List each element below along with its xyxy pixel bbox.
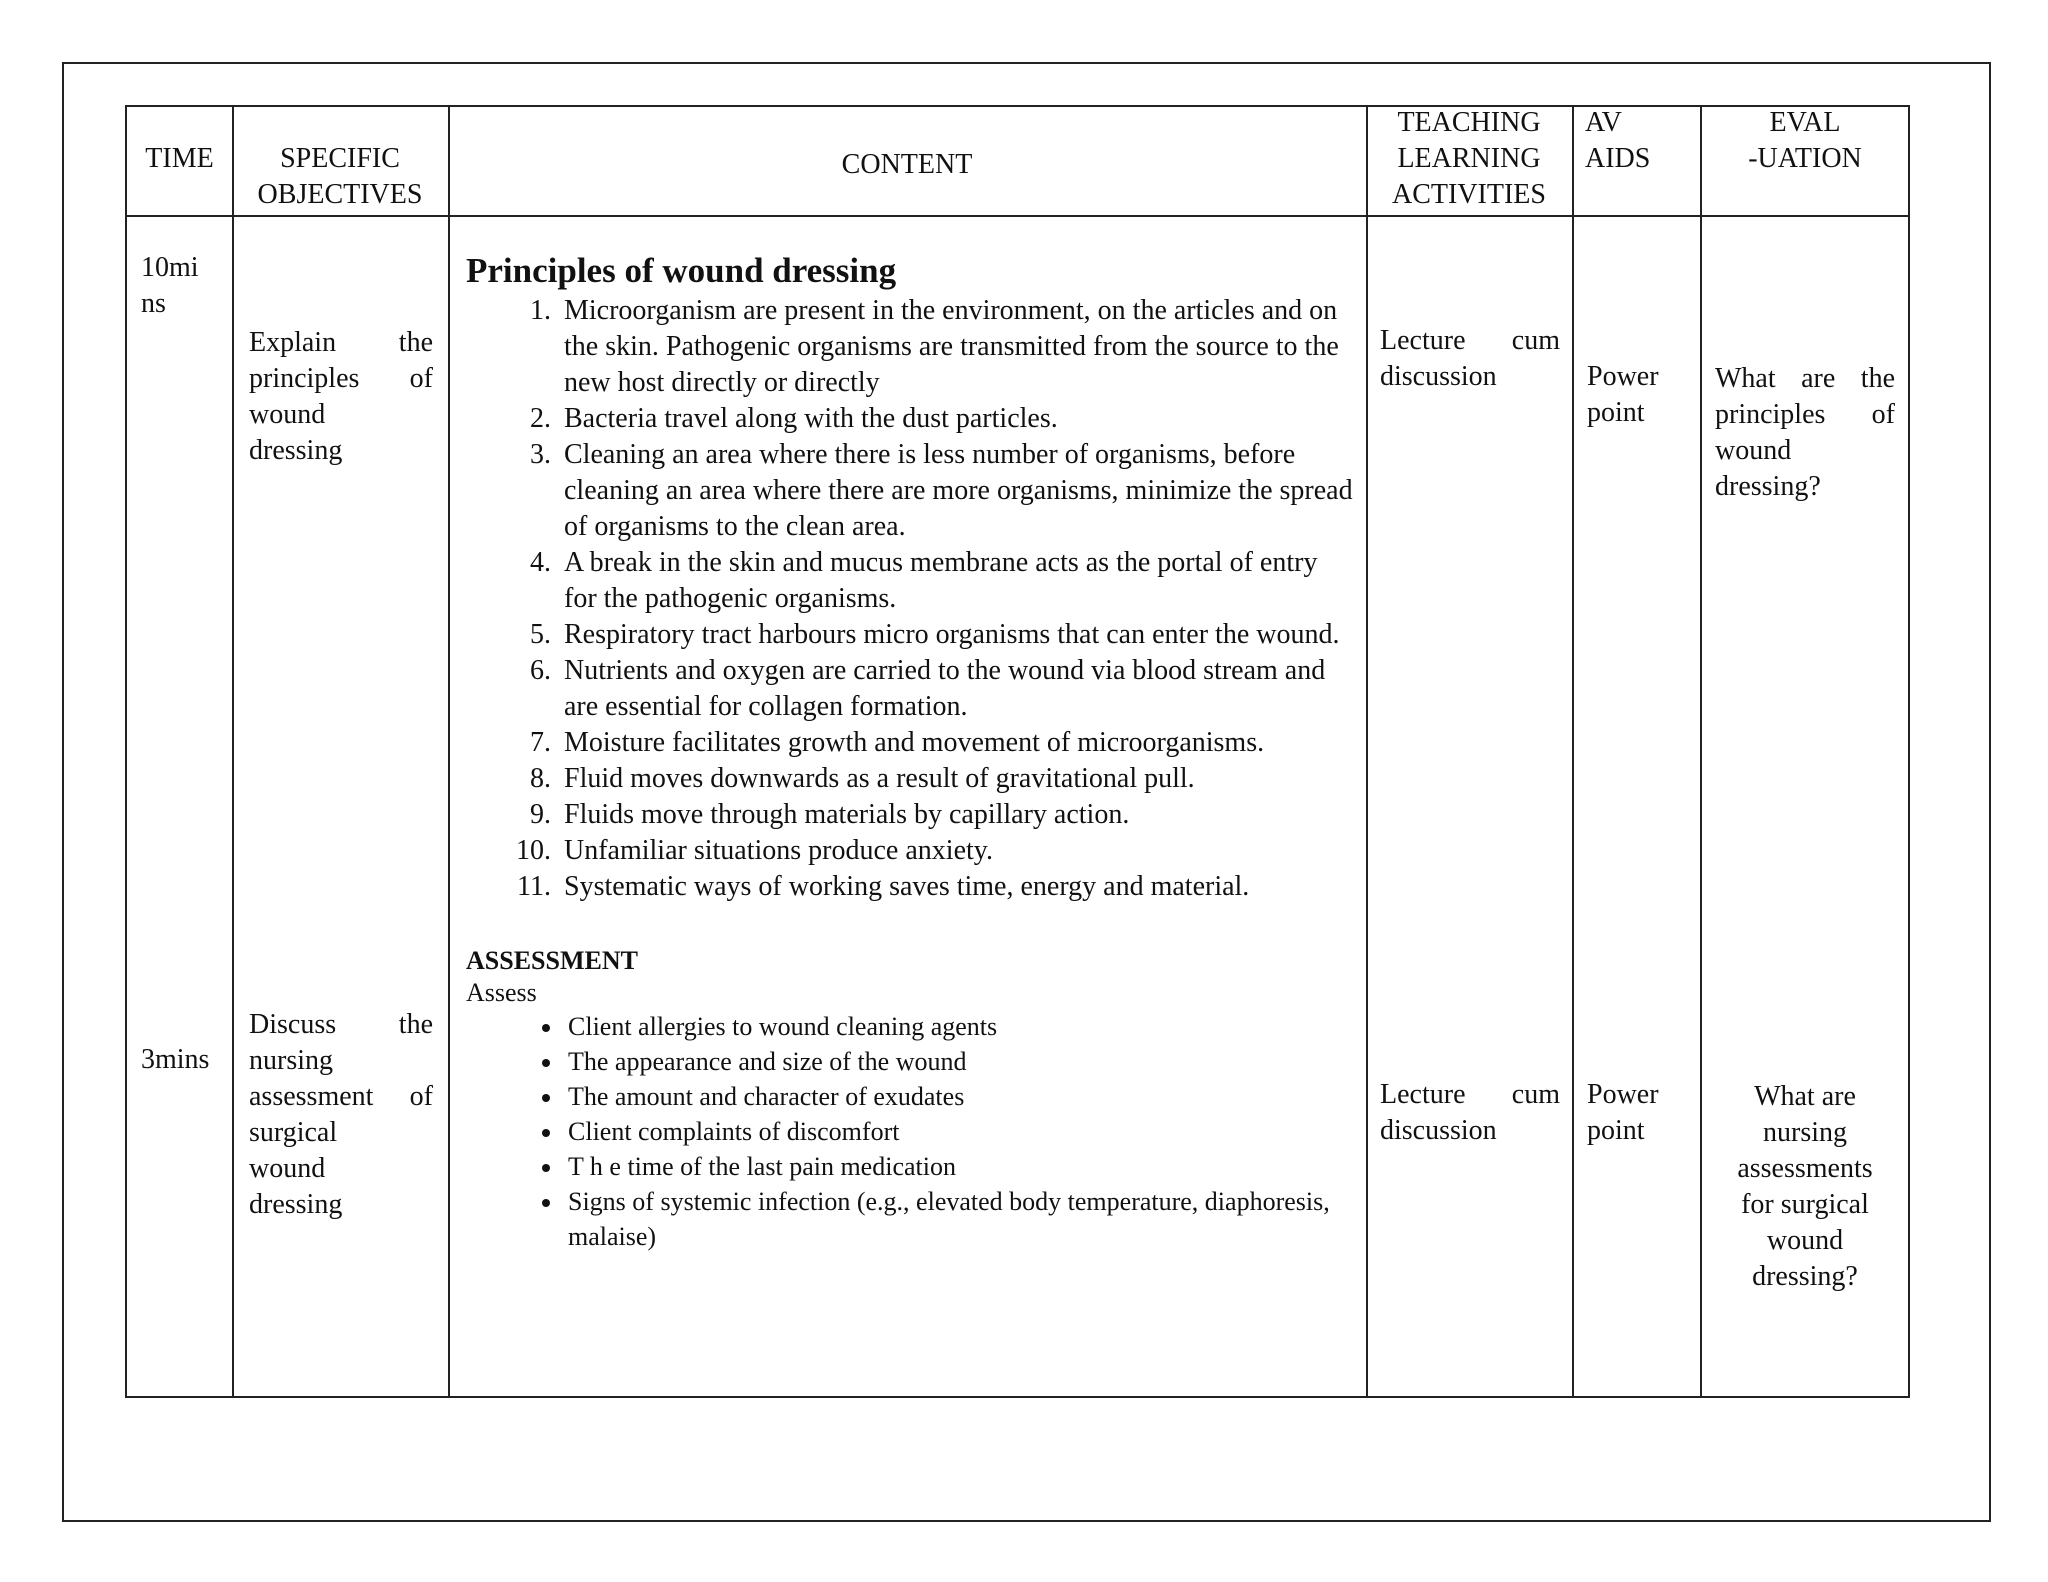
column-divider bbox=[1572, 107, 1574, 1396]
row-1-evaluation: What are the principles of wound dressing? bbox=[1715, 363, 1895, 502]
principles-list bbox=[466, 293, 1356, 905]
section-title: Principles of wound dressing bbox=[466, 251, 897, 290]
list-item: 1. Microorganism are present in the environment, on the articles and on the skin. Pathogenic organisms are transmitted from the source to the new host directly or directly bbox=[558, 293, 1356, 401]
column-divider bbox=[232, 107, 234, 1396]
list-item: • Signs of systemic infection (e.g., elevated body temperature, diaphoresis, malaise) bbox=[564, 1184, 1356, 1254]
list-item: • T h e time of the last pain medication bbox=[564, 1149, 1356, 1184]
row-1-objective: Explain the principles of wound dressing bbox=[249, 327, 433, 466]
header-objectives: SPECIFIC OBJECTIVES bbox=[257, 143, 423, 210]
list-item: 9. Fluids move through materials by capillary action. bbox=[558, 797, 1356, 833]
column-divider bbox=[1366, 107, 1368, 1396]
row-2-evaluation: What are nursing assessments for surgical wound dressing? bbox=[1737, 1081, 1873, 1292]
list-item: 7. Moisture facilitates growth and movement of microorganisms. bbox=[558, 725, 1356, 761]
row-1-av-aids: Power point bbox=[1587, 361, 1659, 428]
header-content: CONTENT bbox=[841, 149, 973, 180]
lesson-plan-table bbox=[125, 105, 1910, 1398]
list-item: • Client allergies to wound cleaning agents bbox=[564, 1009, 1356, 1044]
list-item: 8. Fluid moves downwards as a result of gravitational pull. bbox=[558, 761, 1356, 797]
header-evaluation: EVAL -UATION bbox=[1748, 107, 1862, 174]
row-2-time: 3mins bbox=[141, 1044, 210, 1075]
list-item: 6. Nutrients and oxygen are carried to the wound via blood stream and are essential for collagen formation. bbox=[558, 653, 1356, 725]
row-1-activity: Lecture cum discussion bbox=[1380, 325, 1560, 392]
row-1-time: 10mi ns bbox=[141, 252, 199, 319]
header-av-aids: AV AIDS bbox=[1585, 107, 1651, 174]
assessment-intro: Assess bbox=[466, 978, 537, 1007]
assessment-heading: ASSESSMENT bbox=[466, 946, 638, 975]
column-divider bbox=[448, 107, 450, 1396]
list-item: • The appearance and size of the wound bbox=[564, 1044, 1356, 1079]
header-divider bbox=[127, 215, 1908, 217]
list-item: 11. Systematic ways of working saves time, energy and material. bbox=[558, 869, 1356, 905]
content-cell bbox=[466, 249, 1356, 1254]
list-item: 4. A break in the skin and mucus membrane acts as the portal of entry for the pathogenic organisms. bbox=[558, 545, 1356, 617]
row-2-av-aids: Power point bbox=[1587, 1079, 1659, 1146]
list-item: 2. Bacteria travel along with the dust particles. bbox=[558, 401, 1356, 437]
row-2-activity: Lecture cum discussion bbox=[1380, 1079, 1560, 1146]
list-item: 10. Unfamiliar situations produce anxiety. bbox=[558, 833, 1356, 869]
list-item: • Client complaints of discomfort bbox=[564, 1114, 1356, 1149]
assessment-list bbox=[466, 1009, 1356, 1254]
row-2-objective: Discuss the nursing assessment of surgical wound dressing bbox=[249, 1009, 433, 1220]
header-time: TIME bbox=[145, 143, 214, 174]
list-item: 5. Respiratory tract harbours micro organisms that can enter the wound. bbox=[558, 617, 1356, 653]
header-activities: TEACHING LEARNING ACTIVITIES bbox=[1392, 107, 1546, 210]
list-item: 3. Cleaning an area where there is less number of organisms, before cleaning an area where there are more organisms, minimize the spread of organisms to the clean area. bbox=[558, 437, 1356, 545]
list-item: • The amount and character of exudates bbox=[564, 1079, 1356, 1114]
